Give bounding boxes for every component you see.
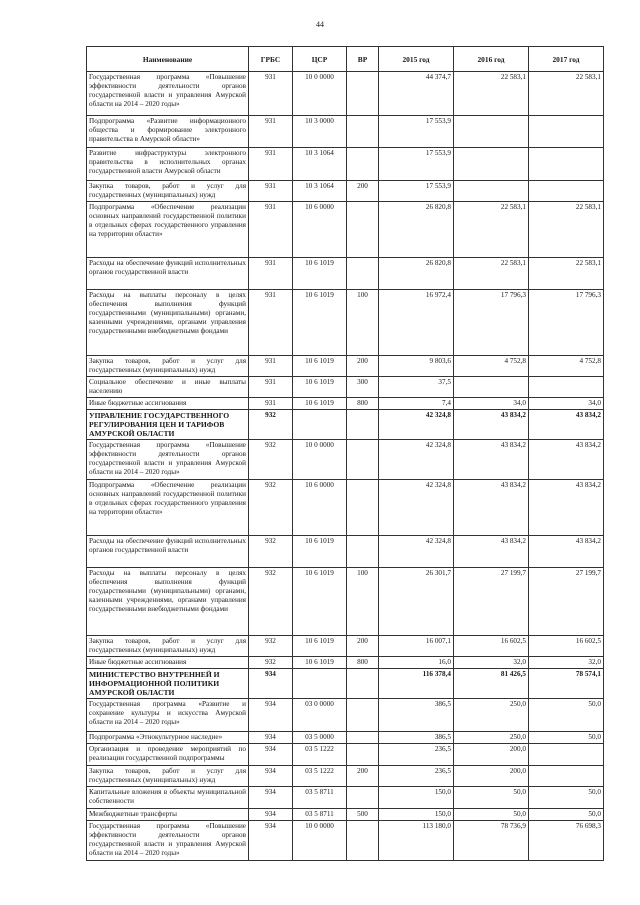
cell-name: Расходы на выплаты персоналу в целях обеспечения выполнения функций государственными (муниципальными) органами, казенными учреждениями, органами управления государственными внебюджетными фондами bbox=[87, 568, 249, 636]
cell-y2017: 4 752,8 bbox=[529, 356, 604, 377]
cell-csr: 10 6 1019 bbox=[293, 657, 347, 669]
cell-grbs: 932 bbox=[249, 410, 293, 440]
cell-csr: 10 6 1019 bbox=[293, 398, 347, 410]
cell-grbs: 932 bbox=[249, 480, 293, 536]
cell-y2015: 17 553,9 bbox=[379, 148, 454, 181]
cell-vr: 800 bbox=[347, 657, 379, 669]
header-name: Наименование bbox=[87, 47, 249, 72]
table-row bbox=[87, 116, 604, 148]
table-row bbox=[87, 410, 604, 440]
cell-csr: 10 6 1019 bbox=[293, 356, 347, 377]
table-row bbox=[87, 148, 604, 181]
cell-y2016: 43 834,2 bbox=[454, 480, 529, 536]
cell-name: Государственная программа «Развитие и сохранение культуры и искусства Амурской области на 2014 – 2020 годы» bbox=[87, 699, 249, 732]
cell-grbs: 931 bbox=[249, 398, 293, 410]
cell-grbs: 932 bbox=[249, 636, 293, 657]
table-row bbox=[87, 440, 604, 480]
cell-vr bbox=[347, 821, 379, 861]
cell-grbs: 931 bbox=[249, 148, 293, 181]
cell-y2017: 22 583,1 bbox=[529, 72, 604, 116]
table-row bbox=[87, 657, 604, 669]
cell-y2015: 386,5 bbox=[379, 699, 454, 732]
cell-y2015: 7,4 bbox=[379, 398, 454, 410]
table-row bbox=[87, 744, 604, 766]
cell-csr: 10 3 1064 bbox=[293, 148, 347, 181]
cell-name: Расходы на выплаты персоналу в целях обеспечения выполнения функций государственными (муниципальными) органами, казенными учреждениями, органами управления государственными внебюджетными фондами bbox=[87, 290, 249, 356]
cell-csr: 10 6 1019 bbox=[293, 536, 347, 568]
cell-y2016: 78 736,9 bbox=[454, 821, 529, 861]
cell-vr: 100 bbox=[347, 290, 379, 356]
cell-y2017 bbox=[529, 181, 604, 202]
table-row bbox=[87, 821, 604, 861]
cell-vr bbox=[347, 744, 379, 766]
cell-y2015: 26 301,7 bbox=[379, 568, 454, 636]
cell-csr: 10 0 0000 bbox=[293, 821, 347, 861]
cell-y2016: 27 199,7 bbox=[454, 568, 529, 636]
cell-grbs: 931 bbox=[249, 258, 293, 290]
table-row bbox=[87, 732, 604, 744]
cell-y2015: 17 553,9 bbox=[379, 116, 454, 148]
cell-name: Социальное обеспечение и иные выплаты населению bbox=[87, 377, 249, 398]
cell-grbs: 934 bbox=[249, 787, 293, 809]
cell-csr: 10 6 1019 bbox=[293, 568, 347, 636]
cell-y2015: 17 553,9 bbox=[379, 181, 454, 202]
table-row bbox=[87, 202, 604, 258]
table-row bbox=[87, 536, 604, 568]
cell-csr: 03 5 1222 bbox=[293, 744, 347, 766]
cell-y2017: 22 583,1 bbox=[529, 258, 604, 290]
cell-csr: 03 5 1222 bbox=[293, 766, 347, 787]
cell-y2015: 26 820,8 bbox=[379, 258, 454, 290]
cell-y2016: 250,0 bbox=[454, 732, 529, 744]
table-row bbox=[87, 699, 604, 732]
cell-grbs: 934 bbox=[249, 669, 293, 699]
cell-y2015: 44 374,7 bbox=[379, 72, 454, 116]
cell-y2017: 43 834,2 bbox=[529, 410, 604, 440]
cell-vr: 200 bbox=[347, 181, 379, 202]
cell-vr bbox=[347, 732, 379, 744]
cell-csr: 03 5 8711 bbox=[293, 809, 347, 821]
cell-csr: 10 3 0000 bbox=[293, 116, 347, 148]
table-row bbox=[87, 377, 604, 398]
cell-grbs: 934 bbox=[249, 732, 293, 744]
cell-grbs: 932 bbox=[249, 568, 293, 636]
cell-csr: 10 6 1019 bbox=[293, 258, 347, 290]
header-vr: ВР bbox=[347, 47, 379, 72]
cell-name: Закупка товаров, работ и услуг для государственных (муниципальных) нужд bbox=[87, 636, 249, 657]
cell-vr bbox=[347, 410, 379, 440]
cell-y2017: 50,0 bbox=[529, 699, 604, 732]
cell-y2016: 50,0 bbox=[454, 809, 529, 821]
cell-y2016: 43 834,2 bbox=[454, 440, 529, 480]
page-number: 44 bbox=[316, 20, 324, 29]
cell-y2015: 42 324,8 bbox=[379, 536, 454, 568]
cell-csr: 10 6 1019 bbox=[293, 290, 347, 356]
table-body bbox=[87, 72, 604, 861]
cell-csr: 03 5 0000 bbox=[293, 732, 347, 744]
cell-grbs: 934 bbox=[249, 744, 293, 766]
cell-grbs: 934 bbox=[249, 699, 293, 732]
cell-y2016 bbox=[454, 148, 529, 181]
cell-y2016: 34,0 bbox=[454, 398, 529, 410]
header-2015: 2015 год bbox=[379, 47, 454, 72]
cell-csr: 10 6 1019 bbox=[293, 377, 347, 398]
cell-y2015: 37,5 bbox=[379, 377, 454, 398]
cell-grbs: 931 bbox=[249, 181, 293, 202]
cell-y2017: 22 583,1 bbox=[529, 202, 604, 258]
cell-vr bbox=[347, 202, 379, 258]
cell-vr: 500 bbox=[347, 809, 379, 821]
cell-csr bbox=[293, 669, 347, 699]
cell-name: Закупка товаров, работ и услуг для государственных (муниципальных) нужд bbox=[87, 356, 249, 377]
cell-y2017: 50,0 bbox=[529, 787, 604, 809]
cell-csr: 10 6 1019 bbox=[293, 636, 347, 657]
cell-vr bbox=[347, 116, 379, 148]
cell-vr bbox=[347, 148, 379, 181]
cell-grbs: 931 bbox=[249, 202, 293, 258]
cell-y2017: 32,0 bbox=[529, 657, 604, 669]
cell-y2015: 16 007,1 bbox=[379, 636, 454, 657]
cell-y2017: 76 698,3 bbox=[529, 821, 604, 861]
cell-y2015: 236,5 bbox=[379, 744, 454, 766]
cell-y2017: 50,0 bbox=[529, 732, 604, 744]
cell-y2016: 43 834,2 bbox=[454, 410, 529, 440]
cell-y2017 bbox=[529, 148, 604, 181]
cell-grbs: 932 bbox=[249, 440, 293, 480]
cell-y2015: 113 180,0 bbox=[379, 821, 454, 861]
cell-y2017: 43 834,2 bbox=[529, 536, 604, 568]
cell-name: Развитие инфраструктуры электронного правительства в исполнительных органах государственной власти Амурской области bbox=[87, 148, 249, 181]
cell-y2015: 42 324,8 bbox=[379, 480, 454, 536]
cell-y2017: 16 602,5 bbox=[529, 636, 604, 657]
cell-grbs: 931 bbox=[249, 356, 293, 377]
table-row bbox=[87, 636, 604, 657]
cell-y2016: 4 752,8 bbox=[454, 356, 529, 377]
cell-name: Иные бюджетные ассигнования bbox=[87, 398, 249, 410]
header-csr: ЦСР bbox=[293, 47, 347, 72]
table-row bbox=[87, 669, 604, 699]
table-row bbox=[87, 766, 604, 787]
cell-csr: 10 6 0000 bbox=[293, 480, 347, 536]
table-row bbox=[87, 72, 604, 116]
cell-y2016: 43 834,2 bbox=[454, 536, 529, 568]
cell-y2016: 22 583,1 bbox=[454, 72, 529, 116]
cell-name: Подпрограмма «Обеспечение реализации основных направлений государственной политики в отдельных сферах государственного управления на территории области» bbox=[87, 202, 249, 258]
cell-grbs: 931 bbox=[249, 72, 293, 116]
cell-name: Государственная программа «Повышение эффективности деятельности органов государственной власти и управления Амурской области на 2014 – 2020 годы» bbox=[87, 440, 249, 480]
cell-csr: 10 0 0000 bbox=[293, 72, 347, 116]
cell-name: Закупка товаров, работ и услуг для государственных (муниципальных) нужд bbox=[87, 766, 249, 787]
cell-vr bbox=[347, 480, 379, 536]
cell-y2017: 27 199,7 bbox=[529, 568, 604, 636]
cell-grbs: 932 bbox=[249, 536, 293, 568]
cell-y2017: 50,0 bbox=[529, 809, 604, 821]
cell-y2015: 42 324,8 bbox=[379, 410, 454, 440]
cell-grbs: 931 bbox=[249, 116, 293, 148]
cell-vr: 200 bbox=[347, 766, 379, 787]
cell-y2016: 32,0 bbox=[454, 657, 529, 669]
cell-y2017: 17 796,3 bbox=[529, 290, 604, 356]
cell-y2016: 81 426,5 bbox=[454, 669, 529, 699]
cell-vr: 300 bbox=[347, 377, 379, 398]
cell-y2017 bbox=[529, 766, 604, 787]
table-row bbox=[87, 480, 604, 536]
cell-name: Расходы на обеспечение функций исполнительных органов государственной власти bbox=[87, 258, 249, 290]
cell-name: УПРАВЛЕНИЕ ГОСУДАРСТВЕННОГО РЕГУЛИРОВАНИЯ ЦЕН И ТАРИФОВ АМУРСКОЙ ОБЛАСТИ bbox=[87, 410, 249, 440]
cell-y2015: 26 820,8 bbox=[379, 202, 454, 258]
cell-grbs: 931 bbox=[249, 377, 293, 398]
table-header-row bbox=[87, 47, 604, 72]
cell-csr bbox=[293, 410, 347, 440]
cell-y2015: 150,0 bbox=[379, 809, 454, 821]
cell-name: Капитальные вложения в объекты муниципальной собственности bbox=[87, 787, 249, 809]
cell-y2017: 43 834,2 bbox=[529, 440, 604, 480]
table-row bbox=[87, 809, 604, 821]
cell-grbs: 934 bbox=[249, 809, 293, 821]
cell-vr bbox=[347, 699, 379, 732]
cell-y2016 bbox=[454, 377, 529, 398]
cell-csr: 03 0 0000 bbox=[293, 699, 347, 732]
cell-vr: 800 bbox=[347, 398, 379, 410]
cell-y2017 bbox=[529, 116, 604, 148]
cell-y2015: 116 378,4 bbox=[379, 669, 454, 699]
cell-name: Государственная программа «Повышение эффективности деятельности органов государственной власти и управления Амурской области на 2014 – 2020 годы» bbox=[87, 72, 249, 116]
cell-y2017 bbox=[529, 377, 604, 398]
cell-name: Подпрограмма «Этнокультурное наследие» bbox=[87, 732, 249, 744]
budget-table bbox=[86, 46, 604, 861]
cell-name: Расходы на обеспечение функций исполнительных органов государственной власти bbox=[87, 536, 249, 568]
cell-vr: 200 bbox=[347, 636, 379, 657]
cell-vr bbox=[347, 536, 379, 568]
cell-csr: 10 0 0000 bbox=[293, 440, 347, 480]
cell-y2016: 200,0 bbox=[454, 744, 529, 766]
cell-vr bbox=[347, 787, 379, 809]
table-row bbox=[87, 181, 604, 202]
cell-y2017: 43 834,2 bbox=[529, 480, 604, 536]
cell-y2015: 386,5 bbox=[379, 732, 454, 744]
header-2016: 2016 год bbox=[454, 47, 529, 72]
cell-y2017: 78 574,1 bbox=[529, 669, 604, 699]
cell-y2016 bbox=[454, 116, 529, 148]
cell-y2016: 17 796,3 bbox=[454, 290, 529, 356]
cell-name: Организация и проведение мероприятий по реализации государственной подпрограммы bbox=[87, 744, 249, 766]
cell-y2015: 42 324,8 bbox=[379, 440, 454, 480]
cell-vr bbox=[347, 72, 379, 116]
cell-vr: 200 bbox=[347, 356, 379, 377]
cell-y2016: 22 583,1 bbox=[454, 202, 529, 258]
table-row bbox=[87, 787, 604, 809]
header-2017: 2017 год bbox=[529, 47, 604, 72]
cell-name: Межбюджетные трансферты bbox=[87, 809, 249, 821]
cell-name: Закупка товаров, работ и услуг для государственных (муниципальных) нужд bbox=[87, 181, 249, 202]
table-row bbox=[87, 568, 604, 636]
cell-grbs: 934 bbox=[249, 766, 293, 787]
cell-name: Иные бюджетные ассигнования bbox=[87, 657, 249, 669]
cell-name: МИНИСТЕРСТВО ВНУТРЕННЕЙ И ИНФОРМАЦИОННОЙ ПОЛИТИКИ АМУРСКОЙ ОБЛАСТИ bbox=[87, 669, 249, 699]
cell-y2015: 16 972,4 bbox=[379, 290, 454, 356]
cell-grbs: 932 bbox=[249, 657, 293, 669]
cell-y2016: 50,0 bbox=[454, 787, 529, 809]
cell-name: Подпрограмма «Развитие информационного общества и формирование электронного правительства в Амурской области» bbox=[87, 116, 249, 148]
cell-y2015: 9 803,6 bbox=[379, 356, 454, 377]
cell-y2015: 150,0 bbox=[379, 787, 454, 809]
cell-y2016: 250,0 bbox=[454, 699, 529, 732]
cell-vr bbox=[347, 440, 379, 480]
cell-y2016: 200,0 bbox=[454, 766, 529, 787]
cell-name: Государственная программа «Повышение эффективности деятельности органов государственной власти и управления Амурской области на 2014 – 2020 годы» bbox=[87, 821, 249, 861]
table-row bbox=[87, 290, 604, 356]
cell-y2017: 34,0 bbox=[529, 398, 604, 410]
cell-csr: 10 6 0000 bbox=[293, 202, 347, 258]
header-grbs: ГРБС bbox=[249, 47, 293, 72]
cell-y2016 bbox=[454, 181, 529, 202]
cell-vr: 100 bbox=[347, 568, 379, 636]
cell-name: Подпрограмма «Обеспечение реализации основных направлений государственной политики в отдельных сферах государственного управления на территории области» bbox=[87, 480, 249, 536]
cell-y2015: 236,5 bbox=[379, 766, 454, 787]
cell-vr bbox=[347, 669, 379, 699]
table-row bbox=[87, 398, 604, 410]
cell-y2016: 22 583,1 bbox=[454, 258, 529, 290]
cell-grbs: 931 bbox=[249, 290, 293, 356]
cell-y2016: 16 602,5 bbox=[454, 636, 529, 657]
table-row bbox=[87, 356, 604, 377]
cell-y2015: 16,0 bbox=[379, 657, 454, 669]
cell-grbs: 934 bbox=[249, 821, 293, 861]
cell-csr: 10 3 1064 bbox=[293, 181, 347, 202]
table-row bbox=[87, 258, 604, 290]
cell-csr: 03 5 8711 bbox=[293, 787, 347, 809]
cell-y2017 bbox=[529, 744, 604, 766]
cell-vr bbox=[347, 258, 379, 290]
